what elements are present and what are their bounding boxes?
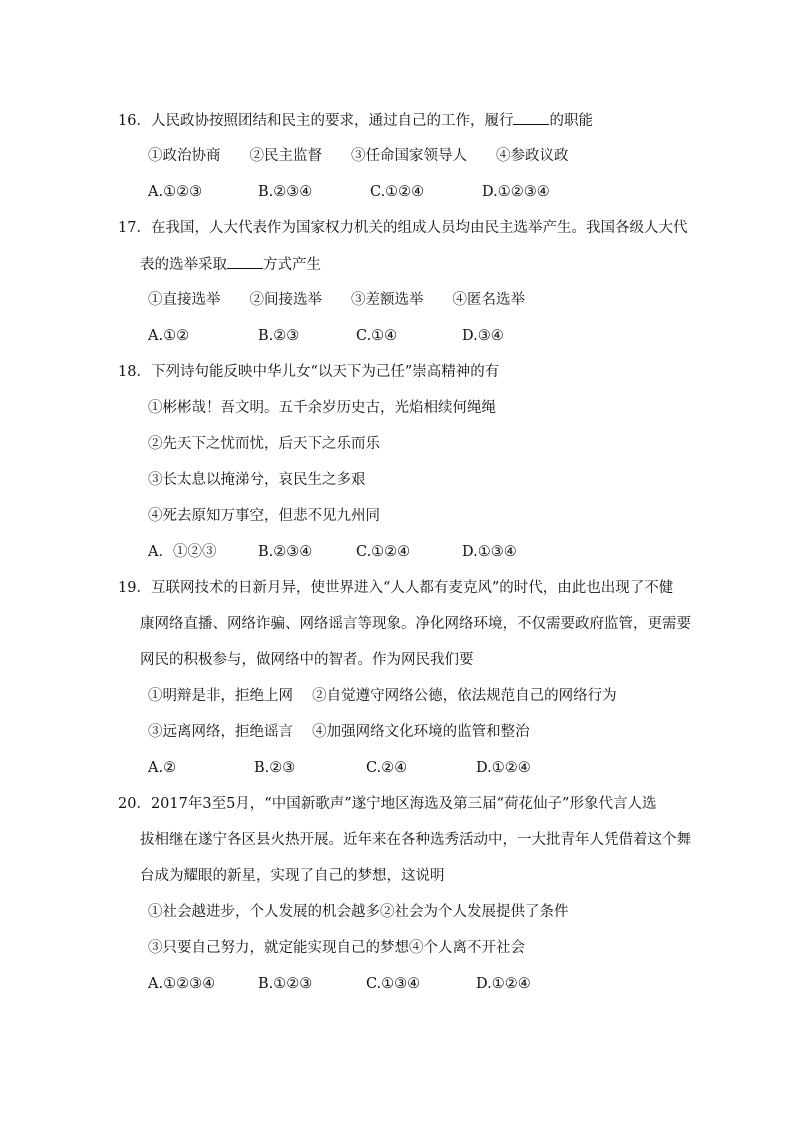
q19-stem-line1: 19．互联网技术的日新月异，使世界进入“人人都有麦克风”的时代，由此也出现了不健 bbox=[118, 580, 674, 596]
q17-stem-line2 bbox=[140, 254, 321, 275]
q20-stem-line1: 20．2017年3至5月，“中国新歌声”遂宁地区海选及第三届“荷花仙子”形象代言人选 bbox=[118, 796, 657, 812]
q16-stem-text-b: 的职能 bbox=[549, 113, 593, 129]
q19-stem-line3: 网民的积极参与，做网络中的智者。作为网民我们要 bbox=[140, 652, 474, 668]
q16-choices bbox=[0, 182, 794, 202]
q18-stem: 18．下列诗句能反映中华儿女“以天下为己任”崇高精神的有 bbox=[118, 364, 500, 380]
q18-item-2: ②先天下之忧而忧，后天下之乐而乐 bbox=[148, 436, 380, 452]
q19-item-2: ③远离网络，拒绝谣言 ④加强网络文化环境的监管和整治 bbox=[148, 724, 530, 740]
q19-choice-b: B.②③ bbox=[254, 760, 296, 776]
q18-choice-d: D.①③④ bbox=[462, 544, 517, 560]
q18-item-3: ③长太息以掩涕兮，哀民生之多艰 bbox=[148, 472, 366, 488]
q17-stem-line1: 17．在我国，人大代表作为国家权力机关的组成人员均由民主选举产生。我国各级人大代 bbox=[118, 220, 688, 236]
q20-choice-a: A.①②③④ bbox=[148, 976, 216, 992]
q17-stem-text-a: 表的选举采取 bbox=[140, 257, 227, 273]
q20-choices bbox=[0, 974, 794, 994]
q20-choice-c: C.①③④ bbox=[366, 976, 421, 992]
q20-stem-line3: 台成为耀眼的新星，实现了自己的梦想，这说明 bbox=[140, 868, 445, 884]
q16-choice-d: D.①②③④ bbox=[482, 184, 550, 200]
q17-choice-a: A.①② bbox=[148, 328, 190, 344]
q16-choice-c: C.①②④ bbox=[370, 184, 425, 200]
q16-choice-b: B.②③④ bbox=[258, 184, 313, 200]
q17-choice-b: B.②③ bbox=[258, 328, 300, 344]
q16-items: ①政治协商 ②民主监督 ③任命国家领导人 ④参政议政 bbox=[148, 148, 569, 164]
q20-item-1: ①社会越进步，个人发展的机会越多②社会为个人发展提供了条件 bbox=[148, 904, 569, 920]
q19-stem-line2: 康网络直播、网络诈骗、网络谣言等现象。净化网络环境，不仅需要政府监管，更需要 bbox=[140, 616, 691, 632]
q17-choice-d: D.③④ bbox=[462, 328, 504, 344]
q18-choice-c: C.①②④ bbox=[356, 544, 411, 560]
q17-choice-c: C.①④ bbox=[356, 328, 398, 344]
q18-item-1: ①彬彬哉！吾文明。五千余岁历史古，光焰相续何绳绳 bbox=[148, 400, 496, 416]
q18-choice-a: A．①②③ bbox=[148, 544, 217, 560]
q20-choice-d: D.①②④ bbox=[476, 976, 531, 992]
q17-stem-text-b: 方式产生 bbox=[263, 257, 321, 273]
q18-choices bbox=[0, 542, 794, 562]
q19-choices bbox=[0, 758, 794, 778]
q20-item-2: ③只要自己努力，就定能实现自己的梦想④个人离不开社会 bbox=[148, 940, 525, 956]
q18-choice-b: B.②③④ bbox=[258, 544, 313, 560]
q19-choice-c: C.②④ bbox=[366, 760, 408, 776]
q16-stem bbox=[118, 110, 593, 131]
q17-items: ①直接选举 ②间接选举 ③差额选举 ④匿名选举 bbox=[148, 292, 525, 308]
q16-choice-a: A.①②③ bbox=[148, 184, 203, 200]
q20-stem-line2: 拔相继在遂宁各区县火热开展。近年来在各种选秀活动中，一大批青年人凭借着这个舞 bbox=[140, 832, 691, 848]
q16-stem-text-a: 16．人民政协按照团结和民主的要求，通过自己的工作，履行 bbox=[118, 113, 514, 129]
q20-choice-b: B.①②③ bbox=[258, 976, 313, 992]
q19-item-1: ①明辩是非，拒绝上网 ②自觉遵守网络公德，依法规范自己的网络行为 bbox=[148, 688, 617, 704]
q19-choice-d: D.①②④ bbox=[476, 760, 531, 776]
q17-choices bbox=[0, 326, 794, 346]
q17-blank bbox=[227, 254, 263, 269]
q18-item-4: ④死去原知万事空，但悲不见九州同 bbox=[148, 508, 380, 524]
q16-blank bbox=[513, 110, 549, 125]
q19-choice-a: A.② bbox=[148, 760, 177, 776]
